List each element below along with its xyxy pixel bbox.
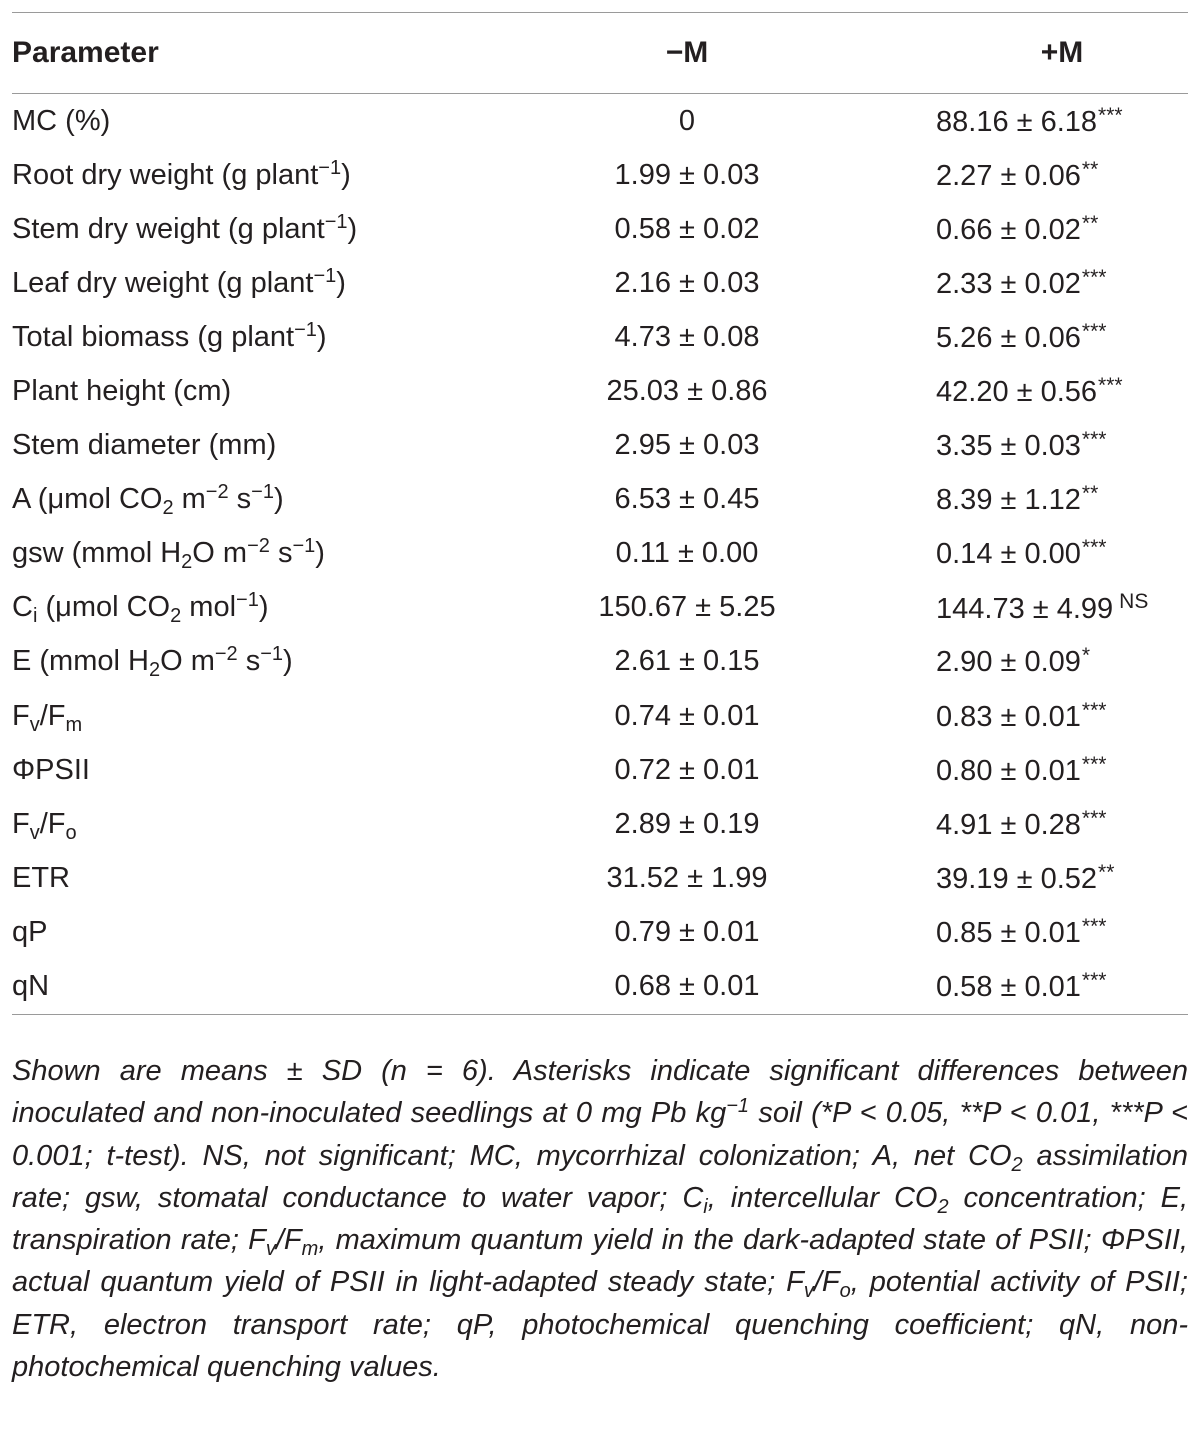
- param-cell: qP: [12, 915, 48, 948]
- table-footnote: Shown are means ± SD (n = 6). Asterisks indicate significant differences between inoculated and non-inoculated seedlings at 0 mg Pb $kg^{-1}$ soil (*P < 0.05, **P < 0.01, ***P < 0.001; t-test). NS, not significant; MC, mycorrhizal colonization; A, net $CO_2$ assimilation rate; gsw, stomatal conductance to water vapor; $C_i$, intercellular $CO_2$ concentration; E, transpiration rate; $F_v/F_m$, maximum quantum yield in the dark-adapted state of PSII; ΦPSII, actual quantum yield of PSII in light-adapted steady state; $F_v/F_o$, potential activity of PSII; ETR, electron transport rate; qP, photochemical quenching coefficient; qN, non-photochemical quenching values.: [12, 1055, 1189, 1384]
- table-row: [12, 905, 1188, 959]
- sig-mark: ***: [1081, 265, 1107, 289]
- table-row: [12, 960, 1188, 1014]
- param-cell: Root dry weight (g plant$^{-1}$): [12, 156, 351, 191]
- param-cell: A (μmol $CO_2$ $m^{-2}$ $s^{-1}$): [12, 481, 284, 520]
- minus-m-cell: 2.61 ± 0.15: [614, 645, 760, 678]
- results-table: [12, 12, 1188, 1015]
- table-row: [12, 527, 1188, 581]
- plus-m-cell: 3.35 ± 0.03***: [936, 428, 1107, 463]
- plus-m-cell: 2.27 ± 0.06**: [936, 157, 1099, 192]
- param-cell: Leaf dry weight (g plant$^{-1}$): [12, 264, 346, 299]
- table-row: [12, 851, 1188, 905]
- plus-m-cell: 39.19 ± 0.52**: [936, 860, 1115, 895]
- minus-m-cell: 0.11 ± 0.00: [615, 537, 759, 570]
- plus-m-cell: 2.90 ± 0.09*: [936, 644, 1091, 679]
- minus-m-cell: 2.95 ± 0.03: [614, 429, 760, 462]
- plus-m-cell: 4.91 ± 0.28***: [936, 806, 1107, 841]
- param-cell: $F_v/F_o$: [12, 807, 77, 844]
- minus-m-cell: 0.79 ± 0.01: [614, 915, 760, 948]
- minus-m-cell: 31.52 ± 1.99: [606, 861, 768, 894]
- param-cell: E (mmol $H_2O$ $m^{-2}$ $s^{-1}$): [12, 643, 293, 682]
- table-row: [12, 148, 1188, 202]
- sig-mark: **: [1081, 157, 1099, 181]
- param-cell: $C_i$ (μmol $CO_2$ mol$^{-1}$): [12, 589, 269, 628]
- header-row: [12, 13, 1188, 93]
- param-cell: $F_v/F_m$: [12, 699, 83, 736]
- param-cell: Stem diameter (mm): [12, 429, 277, 462]
- minus-m-cell: 150.67 ± 5.25: [598, 591, 776, 624]
- plus-m-cell: 0.66 ± 0.02**: [936, 211, 1099, 246]
- minus-m-cell: 0.72 ± 0.01: [614, 753, 760, 786]
- plus-m-cell: 0.85 ± 0.01***: [936, 914, 1107, 949]
- minus-m-cell: 0.68 ± 0.01: [614, 970, 760, 1003]
- plus-m-cell: 0.14 ± 0.00***: [936, 536, 1107, 571]
- plus-m-cell: 0.80 ± 0.01***: [936, 752, 1107, 787]
- plus-m-cell: 0.58 ± 0.01***: [936, 969, 1107, 1004]
- plus-m-cell: 8.39 ± 1.12**: [936, 482, 1099, 517]
- minus-m-cell: 2.16 ± 0.03: [614, 266, 760, 299]
- minus-m-cell: 4.73 ± 0.08: [614, 320, 760, 353]
- header-plus-m: +M: [1040, 36, 1084, 69]
- param-cell: Plant height (cm): [12, 375, 232, 408]
- sig-mark: ***: [1081, 914, 1107, 938]
- data-table: [12, 13, 1188, 93]
- table-row: [12, 689, 1188, 743]
- minus-m-cell: 0.74 ± 0.01: [614, 699, 760, 732]
- plus-m-cell: 5.26 ± 0.06***: [936, 319, 1107, 354]
- plus-m-cell: 0.83 ± 0.01***: [936, 698, 1107, 733]
- sig-mark: ***: [1081, 969, 1107, 993]
- bottom-rule: [12, 1014, 1188, 1015]
- sig-mark: ***: [1098, 103, 1123, 127]
- plus-m-cell: 144.73 ± 4.99 $^{NS}$: [936, 589, 1149, 625]
- table-row: [12, 743, 1188, 797]
- table-row: [12, 635, 1188, 689]
- table-row: [12, 202, 1188, 256]
- param-cell: MC (%): [12, 104, 111, 137]
- minus-m-cell: 2.89 ± 0.19: [614, 807, 760, 840]
- minus-m-cell: 25.03 ± 0.86: [606, 375, 768, 408]
- table-row: [12, 256, 1188, 310]
- table-row: [12, 581, 1188, 635]
- minus-m-cell: 6.53 ± 0.45: [614, 483, 760, 516]
- sig-mark: NS: [1119, 589, 1149, 613]
- minus-m-cell: 0: [678, 104, 696, 137]
- table-row: [12, 473, 1188, 527]
- sig-mark: ***: [1098, 374, 1123, 398]
- minus-m-cell: 1.99 ± 0.03: [614, 158, 760, 191]
- plus-m-cell: 42.20 ± 0.56***: [936, 374, 1123, 409]
- table-row: [12, 94, 1188, 148]
- header-minus-m: −M: [665, 36, 709, 69]
- sig-mark: **: [1081, 211, 1099, 235]
- param-cell: ΦPSII: [12, 753, 90, 786]
- sig-mark: *: [1081, 644, 1091, 668]
- table-row: [12, 364, 1188, 418]
- sig-mark: ***: [1081, 536, 1107, 560]
- param-cell: qN: [12, 970, 50, 1003]
- param-cell: gsw (mmol $H_2O$ $m^{-2}$ $s^{-1}$): [12, 535, 325, 574]
- plus-m-cell: 88.16 ± 6.18***: [936, 103, 1123, 138]
- sig-mark: ***: [1081, 428, 1107, 452]
- sig-mark: ***: [1081, 698, 1107, 722]
- sig-mark: ***: [1081, 806, 1107, 830]
- sig-mark: ***: [1081, 752, 1107, 776]
- table-row: [12, 419, 1188, 473]
- plus-m-cell: 2.33 ± 0.02***: [936, 265, 1107, 300]
- param-cell: Stem dry weight (g plant$^{-1}$): [12, 210, 358, 245]
- data-table-body: [12, 94, 1188, 1014]
- header-parameter: Parameter: [12, 36, 159, 69]
- sig-mark: ***: [1081, 319, 1107, 343]
- minus-m-cell: 0.58 ± 0.02: [614, 212, 760, 245]
- param-cell: Total biomass (g plant$^{-1}$): [12, 318, 327, 353]
- param-cell: ETR: [12, 861, 70, 894]
- sig-mark: **: [1098, 860, 1115, 884]
- sig-mark: **: [1081, 482, 1099, 506]
- table-row: [12, 797, 1188, 851]
- table-row: [12, 310, 1188, 364]
